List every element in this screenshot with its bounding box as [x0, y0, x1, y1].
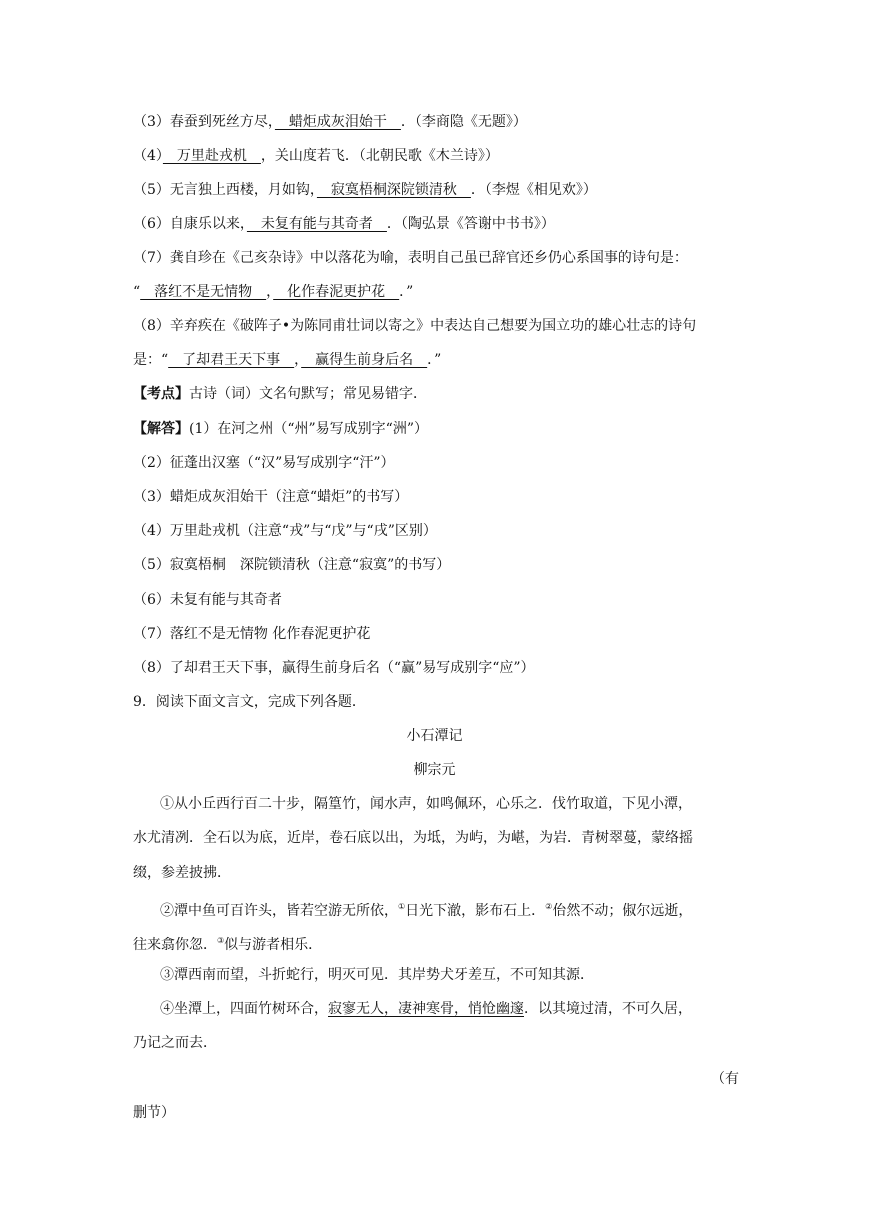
kaodian-label: 【考点】: [133, 386, 189, 402]
answer-blank: 寂寞梧桐深院锁清秋: [316, 182, 471, 198]
answer-blank: 蜡炬成灰泪始干: [274, 114, 401, 130]
footnote-marker: ①: [398, 902, 406, 911]
item-5: （5）无言独上西楼，月如钩， 寂寞梧桐深院锁清秋 ．（李煜《相见欢》）: [133, 182, 597, 198]
jieda-2: （2）征蓬出汉塞（“汉”易写成别字“汗”）: [133, 455, 395, 471]
item-6: （6）自康乐以来， 未复有能与其奇者 ．（陶弘景《答谢中书书》）: [133, 216, 555, 232]
item-8-answer: 是：“ 了却君王天下事 ， 赢得生前身后名 ．”: [133, 352, 442, 368]
jieda-label: 【解答】: [133, 421, 189, 437]
answer-blank: 赢得生前身后名: [301, 352, 428, 368]
footnote-marker: ③: [217, 936, 225, 945]
paragraph-3: ③潭西南而望，斗折蛇行，明灭可见．其岸势犬牙差互，不可知其源．: [160, 967, 594, 983]
item-7-answer: “ 落红不是无情物 ， 化作春泥更护花 ．”: [133, 284, 414, 300]
footnote-marker: ②: [545, 902, 553, 911]
kaodian-text: 古诗（词）文名句默写；常见易错字．: [189, 386, 427, 402]
paragraph-1-line-1: ①从小丘西行百二十步，隔篁竹，闻水声，如鸣佩环，心乐之．伐竹取道，下见小潭，: [160, 796, 692, 812]
item-3: （3）春蚕到死丝方尽， 蜡炬成灰泪始干 ．（李商隐《无题》）: [133, 114, 527, 130]
paragraph-2-line-1: ②潭中鱼可百许头，皆若空游无所依，①日光下澈，影布石上．②佁然不动；俶尔远逝，: [160, 902, 693, 919]
item-4: （4） 万里赴戎机 ，关山度若飞．（北朝民歌《木兰诗》）: [133, 148, 499, 164]
jieda-8: （8）了却君王天下事，赢得生前身后名（“赢”易写成别字“应”）: [133, 660, 535, 676]
abridged-note-1: （有: [711, 1071, 739, 1087]
underlined-phrase: 寂寥无人，凄神寒骨，悄怆幽邃: [328, 1001, 524, 1017]
jieda-3: （3）蜡炬成灰泪始干（注意“蜡炬”的书写）: [133, 489, 409, 505]
paragraph-1-line-3: 缀，参差披拂．: [133, 865, 231, 881]
answer-blank: 落红不是无情物: [140, 284, 267, 300]
item-8-question: （8）辛弃疾在《破阵子•为陈同甫壮词以寄之》中表达自己想要为国立功的雄心壮志的诗句: [133, 318, 697, 334]
jieda-7: （7）落红不是无情物 化作春泥更护花: [133, 626, 371, 642]
jieda-4: （4）万里赴戎机（注意“戎”与“戊”与“戌”区别）: [133, 523, 437, 539]
question-9-prompt: 9．阅读下面文言文，完成下列各题．: [133, 694, 366, 710]
kaodian: [133, 383, 739, 405]
jieda-1: 【解答】(1）在河之州（“州”易写成别字“洲”）: [133, 421, 428, 437]
answer-blank: 万里赴戎机: [162, 148, 261, 164]
paragraph-4-line-1: ④坐潭上，四面竹树环合，寂寥无人，凄神寒骨，悄怆幽邃．以其境过清，不可久居，: [160, 1001, 692, 1017]
jieda-5: （5）寂寞梧桐 深院锁清秋（注意“寂寞”的书写）: [133, 557, 451, 573]
passage-author: 柳宗元: [413, 762, 456, 778]
paragraph-1-line-2: 水尤清冽．全石以为底，近岸，卷石底以出，为坻，为屿，为嵁，为岩．青树翠蔓，蒙络摇: [133, 830, 693, 846]
answer-blank: 了却君王天下事: [168, 352, 295, 368]
passage-title: 小石潭记: [406, 728, 463, 744]
paragraph-4-line-2: 乃记之而去．: [133, 1035, 217, 1051]
answer-blank: 化作春泥更护花: [273, 284, 400, 300]
item-7-question: （7）龚自珍在《己亥杂诗》中以落花为喻，表明自己虽已辞官还乡仍心系国事的诗句是：: [133, 250, 688, 266]
abridged-note-2: 删节）: [133, 1105, 175, 1121]
paragraph-2-line-2: 往来翕你忽．③似与游者相乐．: [133, 936, 323, 953]
answer-blank: 未复有能与其奇者: [246, 216, 387, 232]
jieda-6: （6）未复有能与其奇者: [133, 592, 282, 608]
